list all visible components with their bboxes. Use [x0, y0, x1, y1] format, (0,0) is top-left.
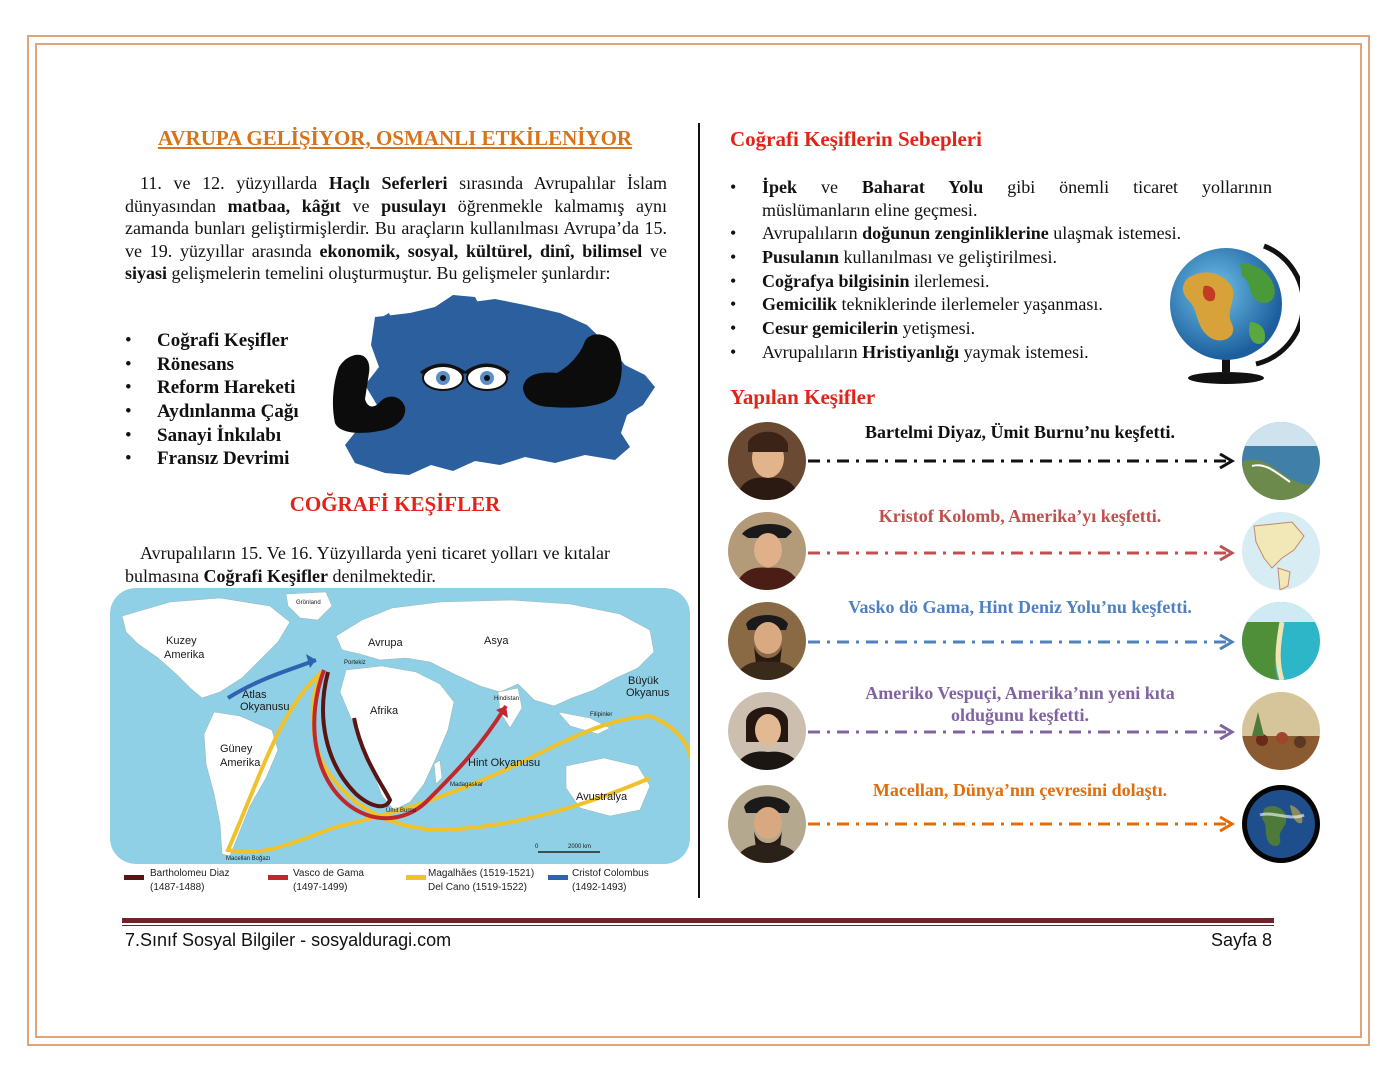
explorer-caption-diaz: Bartelmi Diyaz, Ümit Burnu’nu keşfetti. — [865, 422, 1175, 442]
explorer-portrait-vespucci — [728, 692, 806, 770]
reason-text: yaymak istemesi. — [959, 341, 1089, 362]
footer-course: 7.Sınıf Sosyal Bilgiler - sosyalduragi.com — [125, 930, 452, 950]
reason-text: gibi önemli ticaret yollarının — [983, 177, 1272, 197]
map-label-africa: Afrika — [370, 705, 399, 717]
discoveries-made-title: Yapılan Keşifler — [730, 385, 876, 409]
explorer-portrait-diaz — [728, 422, 806, 500]
caption-line: olduğunu keşfetti. — [950, 705, 1090, 725]
map-label-madagascar: Madagaskar — [450, 782, 484, 788]
column-divider — [698, 123, 700, 898]
map-label-india: Hindistan — [494, 696, 520, 702]
list-item — [730, 176, 1272, 221]
map-label-philippines: Filipinler — [590, 712, 613, 718]
reason-text: kullanılması ve geliştirilmesi. — [839, 246, 1058, 267]
reason-text: Avrupalıların — [762, 223, 863, 244]
legend-label-del-cano: Del Cano (1519-1522) — [428, 882, 527, 893]
left-section-title: AVRUPA GELİŞİYOR, OSMANLI ETKİLENİYOR — [157, 126, 633, 150]
place-earth-globe — [1242, 785, 1320, 863]
list-item: • Reform Hareketi — [125, 376, 299, 400]
reason-bold: doğunun zenginliklerine — [862, 223, 1049, 244]
footer-rule-thin — [122, 925, 1274, 926]
list-item: • Fransız Devrimi — [125, 447, 299, 471]
legend-label-diaz: Bartholomeu Diaz — [150, 868, 230, 879]
reason-bold: Baharat Yolu — [861, 177, 984, 197]
right-eye-icon — [465, 365, 509, 390]
map-label-cape-of-good-hope: Ümit Burnu — [386, 808, 417, 814]
intro-bold: siyasi — [125, 263, 168, 283]
explorer-caption-magellan: Macellan, Dünya’nın çevresini dolaştı. — [872, 780, 1168, 800]
intro-text: gelişmelerin temelini oluşturmuştur. Bu gelişmeler şunlardır: — [167, 263, 611, 283]
intro-text: 11. ve 12. yüzyıllarda — [140, 173, 329, 193]
reason-text: ulaşmak istemesi. — [1048, 223, 1182, 244]
reason-text: yetişmesi. — [898, 317, 976, 338]
legend-swatch-magellan — [406, 875, 426, 880]
reason-bold: Hristiyanlığı — [862, 341, 960, 362]
map-label-asia: Asya — [484, 635, 509, 647]
list-item: • Coğrafi Keşifler — [125, 329, 299, 353]
definition-text: Avrupalıların 15. Ve 16. Yüzyıllarda yeni ticaret yolları ve kıtalar bulmasına — [125, 543, 611, 586]
explorer-arrow-vespucci — [808, 724, 1236, 740]
intro-paragraph — [125, 172, 667, 285]
map-label-north-america: Amerika — [164, 649, 205, 661]
list-item: • Rönesans — [125, 353, 299, 377]
intro-bold: ekonomik, sosyal, kültürel, dinî, bilimsel — [319, 240, 643, 261]
reason-text: müslümanların eline geçmesi. — [762, 199, 978, 220]
caption-line: Ameriko Vespuçi, Amerika’nın yeni kıta — [865, 683, 1175, 703]
place-new-world-painting — [1242, 692, 1320, 770]
intro-bold: Haçlı Seferleri — [328, 173, 448, 193]
intro-bold: matbaa, kâğıt — [227, 195, 341, 216]
explorer-portrait-da-gama — [728, 602, 806, 680]
map-label-atlantic: Okyanusu — [240, 701, 290, 713]
intro-bold: pusulayı — [381, 195, 447, 216]
intro-text: öğrenmekle kalmamış aynı zamanda bunları geliştirmişlerdir. Bu araçların kullanılması Avrupa’da 15. ve 19. yüzyıllar arasında — [125, 195, 667, 261]
map-label-europe: Avrupa — [368, 637, 403, 649]
intro-text: ve — [642, 240, 667, 261]
map-scale-zero: 0 — [535, 844, 539, 850]
legend-label-magellan: Magalhães (1519-1521) — [428, 868, 535, 879]
intro-text: ve — [340, 195, 382, 216]
legend-swatch-diaz — [124, 875, 144, 880]
map-label-portugal: Portekiz — [344, 660, 366, 666]
list-item: • Sanayi İnkılabı — [125, 424, 299, 448]
map-label-pacific: Büyük — [628, 675, 659, 687]
reason-text: ilerlemesi. — [909, 270, 990, 291]
legend-years-diaz: (1487-1488) — [150, 882, 205, 893]
reason-text: tekniklerinde ilerlemeler yaşanması. — [837, 294, 1103, 315]
explorer-caption-vespucci — [815, 682, 1225, 726]
explorer-arrow-magellan — [808, 816, 1236, 832]
map-label-pacific: Okyanus — [626, 687, 670, 699]
explorer-portrait-columbus — [728, 512, 806, 590]
map-legend — [124, 868, 649, 893]
explorer-arrow-columbus — [808, 545, 1236, 561]
place-indian-ocean-coast — [1242, 602, 1320, 680]
map-label-south-america: Amerika — [220, 757, 261, 769]
reason-bold: Gemicilik — [762, 294, 837, 315]
definition-text: denilmektedir. — [327, 565, 436, 586]
explorer-arrow-diaz — [808, 453, 1236, 469]
reasons-title: Coğrafi Keşiflerin Sebepleri — [730, 127, 982, 151]
map-label-australia: Avustralya — [576, 791, 628, 803]
discovery-routes-map — [110, 588, 690, 900]
left-eye-icon — [421, 365, 465, 390]
place-cape-of-good-hope — [1242, 422, 1320, 500]
developments-list — [125, 329, 299, 471]
reason-bold: Cesur gemicilerin — [762, 317, 899, 338]
discoveries-title: COĞRAFİ KEŞİFLER — [289, 492, 501, 516]
map-label-indian-ocean: Hint Okyanusu — [468, 757, 541, 769]
reason-text: Avrupalıların — [762, 341, 863, 362]
place-america-map — [1242, 512, 1320, 590]
intro-text: sırasında Avrupalılar İslam dünyasından — [125, 173, 667, 216]
map-label-north-america: Kuzey — [166, 635, 197, 647]
explorer-caption-da-gama: Vasko dö Gama, Hint Deniz Yolu’nu keşfetti. — [848, 597, 1192, 617]
footer-rule — [122, 918, 1274, 923]
legend-years-da-gama: (1497-1499) — [293, 882, 348, 893]
explorer-portrait-magellan — [728, 785, 806, 863]
list-item: • Aydınlanma Çağı — [125, 400, 299, 424]
map-scale-label: 2000 km — [568, 844, 592, 850]
reason-bold: Coğrafya bilgisinin — [762, 270, 910, 291]
europe-strength-illustration — [325, 295, 665, 485]
map-label-greenland: Grönland — [296, 600, 321, 606]
reason-bold: Pusulanın — [762, 246, 840, 267]
map-label-atlantic: Atlas — [242, 689, 267, 701]
discoveries-definition — [125, 542, 667, 587]
explorer-arrow-da-gama — [808, 634, 1236, 650]
legend-swatch-columbus — [548, 875, 568, 880]
legend-label-columbus: Cristof Colombus — [572, 868, 649, 879]
definition-bold: Coğrafi Keşifler — [203, 565, 328, 586]
globe-icon — [1160, 238, 1300, 386]
explorer-caption-columbus: Kristof Kolomb, Amerika’yı keşfetti. — [878, 506, 1162, 526]
reason-text: ve — [797, 177, 862, 197]
footer-page-number: Sayfa 8 — [1210, 930, 1272, 950]
map-label-south-america: Güney — [220, 743, 253, 755]
legend-label-da-gama: Vasco de Gama — [293, 868, 364, 879]
reason-bold: İpek — [762, 177, 798, 197]
legend-years-columbus: (1492-1493) — [572, 882, 627, 893]
legend-swatch-da-gama — [268, 875, 288, 880]
map-label-strait-of-magellan: Macellan Boğazı — [226, 856, 271, 862]
